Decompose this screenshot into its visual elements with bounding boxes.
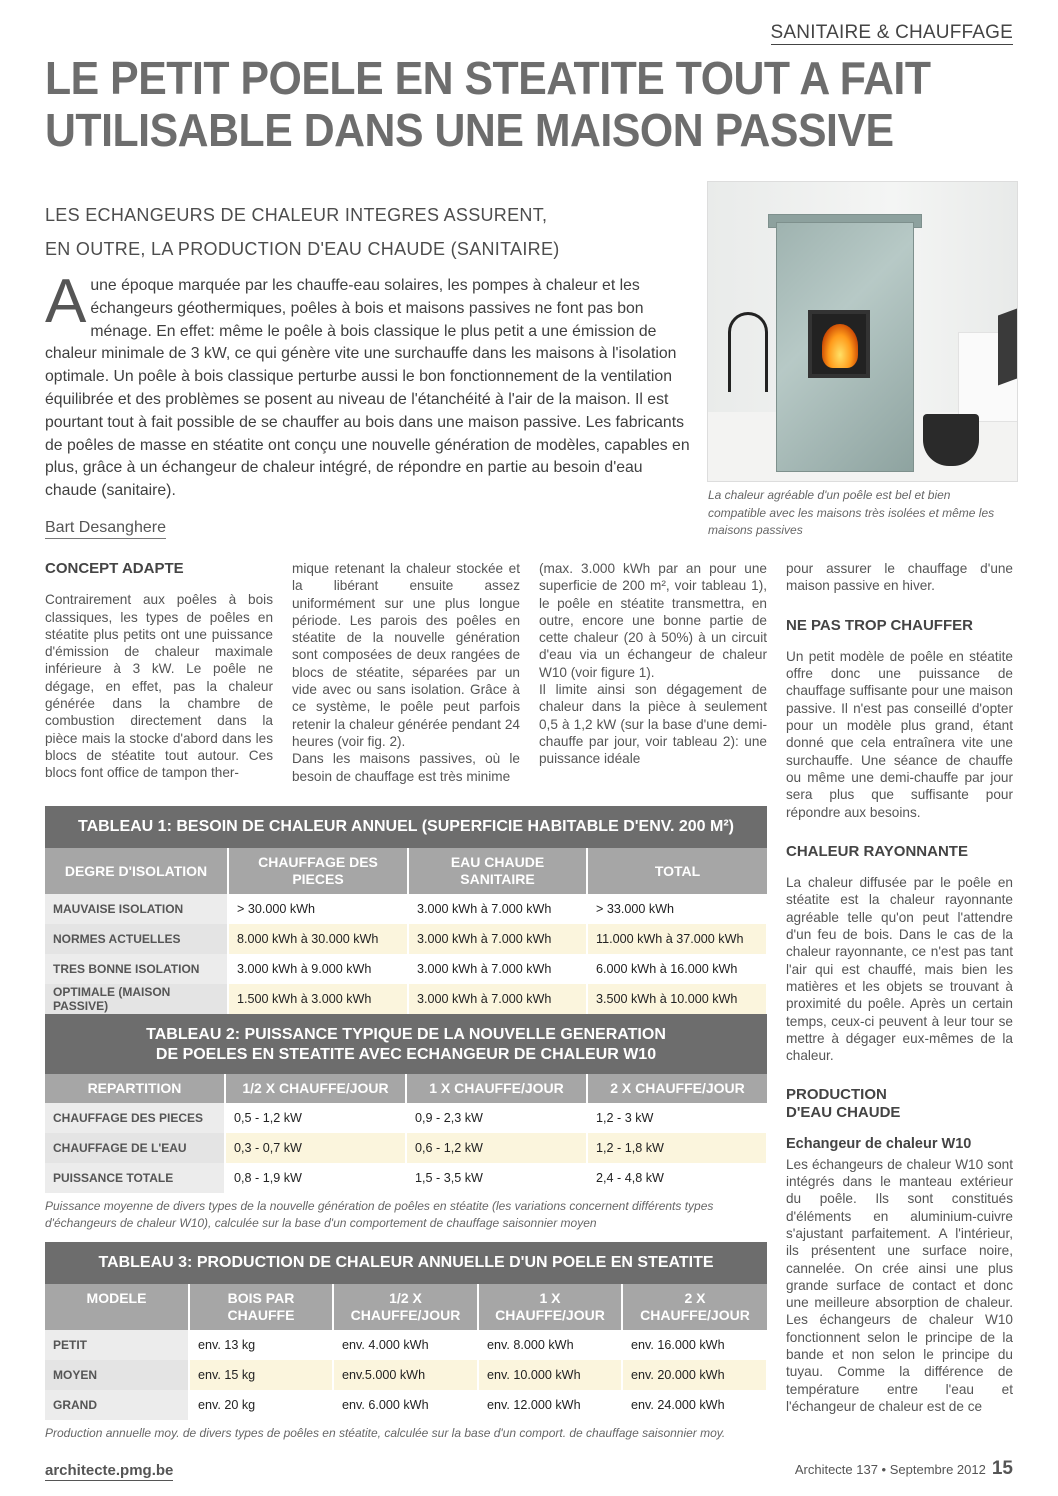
table-cell: 0,8 - 1,9 kW <box>225 1163 406 1193</box>
table-cell: 1,2 - 1,8 kW <box>587 1133 767 1163</box>
heading-ne-pas-trop-chauffer: NE PAS TROP CHAUFFER <box>786 616 973 634</box>
table-cell: 6.000 kWh à 16.000 kWh <box>587 954 767 984</box>
table-cell: 3.000 kWh à 7.000 kWh <box>408 984 587 1014</box>
table-cell: env.5.000 kWh <box>333 1360 478 1390</box>
heading-chaleur-rayonnante: CHALEUR RAYONNANTE <box>786 842 968 860</box>
table-1-header: EAU CHAUDE SANITAIRE <box>408 848 587 894</box>
page-footer <box>795 1459 1013 1480</box>
table-1-grid <box>45 848 768 1014</box>
table-1-header: TOTAL <box>587 848 767 894</box>
row-label: TRES BONNE ISOLATION <box>45 954 228 984</box>
table-2-header: 1 X CHAUFFE/JOUR <box>406 1074 587 1103</box>
table-cell: 3.000 kWh à 9.000 kWh <box>228 954 408 984</box>
row-label: MOYEN <box>45 1360 189 1390</box>
column-3-paragraph-1: (max. 3.000 kWh par an pour une superficie de 200 m², voir tableau 1), le poêle en stéatite transmettra, en outre, encore une bonne partie de cette chaleur (20 à 50%) à un circuit d'eau via un échangeur de chaleur W10 (voir figure 1). <box>539 561 767 680</box>
table-3-grid <box>45 1284 768 1420</box>
table-cell: 0,6 - 1,2 kW <box>406 1133 587 1163</box>
row-label: OPTIMALE (MAISON PASSIVE) <box>45 984 228 1014</box>
table-cell: 8.000 kWh à 30.000 kWh <box>228 924 408 954</box>
table-cell: env. 6.000 kWh <box>333 1390 478 1420</box>
author-byline: Bart Desanghere <box>45 518 166 539</box>
table-2-header: REPARTITION <box>45 1074 225 1103</box>
row-label: CHAUFFAGE DE L'EAU <box>45 1133 225 1163</box>
table-2 <box>45 1014 767 1232</box>
row-label: PETIT <box>45 1330 189 1360</box>
table-cell: 1,5 - 3,5 kW <box>406 1163 587 1193</box>
table-1-header: CHAUFFAGE DES PIECES <box>228 848 408 894</box>
table-cell: env. 13 kg <box>189 1330 333 1360</box>
row-label: PUISSANCE TOTALE <box>45 1163 225 1193</box>
table-3-title: TABLEAU 3: PRODUCTION DE CHALEUR ANNUELLE D'UN POELE EN STEATITE <box>45 1242 767 1284</box>
drop-cap: A <box>45 267 87 336</box>
table-3-header: BOIS PAR CHAUFFE <box>189 1284 333 1330</box>
heading-concept-adapte: CONCEPT ADAPTE <box>45 560 184 577</box>
flame-icon <box>822 324 858 368</box>
intro-text: une époque marquée par les chauffe-eau solaires, les pompes à chaleur et les échangeurs géothermiques, poêles à bois et maisons passives ne font pas bon ménage. En effet: même le poêle à bois classique le plus petit a une émission de chaleur minimale de 3 kW, ce qui génère vite une surchauffe dans les maisons à l'isolation optimale. Un poêle à bois classique perturbe aussi le bon fonctionnement de la ventilation équilibrée et des problèmes se posent au niveau de l'étanchéité à l'air de la maison. Il est pourtant tout à fait possible de se chauffer au bois dans une maison passive. Les fabricants de poêles de masse en stéatite ont conçu une nouvelle génération de modèles, capables en plus, grâce à un échangeur de chaleur intégré, de répondre en partie au besoin d'eau chaude (sanitaire). <box>45 277 690 500</box>
table-cell: env. 4.000 kWh <box>333 1330 478 1360</box>
table-1-header: DEGRE D'ISOLATION <box>45 848 228 894</box>
table-3-header: 1/2 X CHAUFFE/JOUR <box>333 1284 478 1330</box>
table-row <box>45 1133 767 1163</box>
table-cell: 3.000 kWh à 7.000 kWh <box>408 894 587 924</box>
heading-production: PRODUCTION D'EAU CHAUDE <box>786 1086 901 1122</box>
table-cell: env. 8.000 kWh <box>478 1330 622 1360</box>
table-2-title-line-2: DE POELES EN STEATITE AVEC ECHANGEUR DE CHALEUR W10 <box>155 1046 657 1063</box>
subhead <box>45 198 560 266</box>
column-2 <box>292 560 520 785</box>
table-row <box>45 1360 767 1390</box>
table-cell: 3.000 kWh à 7.000 kWh <box>408 954 587 984</box>
table-3-header: 1 X CHAUFFE/JOUR <box>478 1284 622 1330</box>
table-2-title <box>45 1014 767 1074</box>
table-2-grid <box>45 1074 768 1193</box>
table-cell: 3.000 kWh à 7.000 kWh <box>408 924 587 954</box>
table-2-note: Puissance moyenne de divers types de la nouvelle génération de poêles en stéatite (les variations concernent différents types d'échangeurs de chaleur W10), calculée sur la base d'un comportement de chauffage saisonnier moyen <box>45 1199 714 1230</box>
subhead-line-2: EN OUTRE, LA PRODUCTION D'EAU CHAUDE (SANITAIRE) <box>45 239 560 259</box>
table-cell: env. 16.000 kWh <box>622 1330 767 1360</box>
column-1 <box>45 560 273 782</box>
table-row <box>45 1390 767 1420</box>
row-label: GRAND <box>45 1390 189 1420</box>
headline <box>45 52 956 156</box>
table-cell: 2,4 - 4,8 kW <box>587 1163 767 1193</box>
table-1-title: TABLEAU 1: BESOIN DE CHALEUR ANNUEL (SUPERFICIE HABITABLE D'ENV. 200 M²) <box>45 806 767 848</box>
table-row <box>45 924 767 954</box>
column-4-paragraph-1: Un petit modèle de poêle en stéatite offre donc une puissance de chauffage suffisante pour une maison passive. Il n'est pas conseillé d'opter pour un modèle plus grand, étant donné que cela entraînera vite une surchauffe. Une séance de chauffe ou même une demi-chauffe par jour sera plus que suffisante pour répondre aux besoins. <box>786 648 1013 820</box>
column-1-text: Contrairement aux poêles à bois classiques, les types de poêles en stéatite plus petits ont une puissance d'émission de chaleur maximale inférieure à 3 kW. Le poêle ne dégage, en effet, pas la chaleur générée dans la chambre de combustion directement dans la pièce mais la stocke d'abord dans les blocs de stéatite tout autour. Ces blocs font office de tampon ther- <box>45 592 273 781</box>
table-cell: env. 10.000 kWh <box>478 1360 622 1390</box>
subhead-line-1: LES ECHANGEURS DE CHALEUR INTEGRES ASSURENT, <box>45 205 548 225</box>
table-row <box>45 1103 767 1133</box>
table-cell: > 30.000 kWh <box>228 894 408 924</box>
table-2-header: 1/2 X CHAUFFE/JOUR <box>225 1074 406 1103</box>
table-cell: 1,2 - 3 kW <box>587 1103 767 1133</box>
stove-photo <box>707 181 1018 482</box>
section-tag: SANITAIRE & CHAUFFAGE <box>770 22 1013 43</box>
chair-illustration <box>728 312 768 392</box>
column-3 <box>539 560 767 768</box>
table-cell: env. 20.000 kWh <box>622 1360 767 1390</box>
table-cell: 0,5 - 1,2 kW <box>225 1103 406 1133</box>
table-1 <box>45 806 767 1014</box>
table-row <box>45 1163 767 1193</box>
table-cell: 3.500 kWh à 10.000 kWh <box>587 984 767 1014</box>
table-3-note: Production annuelle moy. de divers types de poêles en stéatite, calculée sur la base d'un comport. de chauffage saisonnier moy. <box>45 1426 726 1440</box>
table-3-header: 2 X CHAUFFE/JOUR <box>622 1284 767 1330</box>
wood-basket <box>923 414 979 466</box>
stove-firebox <box>808 310 870 378</box>
row-label: NORMES ACTUELLES <box>45 924 228 954</box>
column-2-paragraph-1: mique retenant la chaleur stockée et la libérant ensuite assez uniformément sur une plus longue période. Les parois des poêles en stéatite de la nouvelle génération sont composées de deux rangées de blocs de stéatite, séparées par un vide avec ou sans isolation. Grâce à ce système, le poêle peut parfois retenir la chaleur générée pendant 24 heures (voir fig. 2). <box>292 561 520 749</box>
column-4-paragraph-2: La chaleur diffusée par le poêle en stéatite est la chaleur rayonnante agréable telle qu'on peut l'attendre d'un feu de bois. Dans le cas de la chaleur rayonnante, ce n'est pas tant l'air qui est chauffé, mais bien les matières et les objets se trouvant à proximité du poêle. Après un certain temps, ceux-ci peuvent à leur tour se mettre à dégager eux-mêmes de la chaleur. <box>786 875 1013 1064</box>
headline-line-1: LE PETIT POELE EN STEATITE TOUT A FAIT <box>45 52 931 104</box>
table-2-title-line-1: TABLEAU 2: PUISSANCE TYPIQUE DE LA NOUVELLE GENERATION <box>146 1026 666 1043</box>
table-cell: 11.000 kWh à 37.000 kWh <box>587 924 767 954</box>
column-4 <box>786 560 1013 1415</box>
row-label: CHAUFFAGE DES PIECES <box>45 1103 225 1133</box>
column-4-paragraph-0: pour assurer le chauffage d'une maison passive en hiver. <box>786 561 1013 594</box>
table-row <box>45 894 767 924</box>
table-cell: env. 20 kg <box>189 1390 333 1420</box>
column-3-paragraph-2: Il limite ainsi son dégagement de chaleur dans la pièce à seulement 0,5 à 1,2 kW (sur la base d'une demi-chauffe par jour, voir tableau 2): une puissance idéale <box>539 682 767 767</box>
website-link[interactable]: architecte.pmg.be <box>45 1462 174 1479</box>
table-cell: 1.500 kWh à 3.000 kWh <box>228 984 408 1014</box>
table-3-header: MODELE <box>45 1284 189 1330</box>
intro-paragraph <box>45 267 695 503</box>
table-cell: env. 12.000 kWh <box>478 1390 622 1420</box>
table-cell: 0,3 - 0,7 kW <box>225 1133 406 1163</box>
table-row <box>45 1330 767 1360</box>
table-3 <box>45 1242 767 1442</box>
table-cell: env. 15 kg <box>189 1360 333 1390</box>
table-cell: env. 24.000 kWh <box>622 1390 767 1420</box>
headline-line-2: UTILISABLE DANS UNE MAISON PASSIVE <box>45 104 894 156</box>
table-row <box>45 984 767 1014</box>
table-2-header: 2 X CHAUFFE/JOUR <box>587 1074 767 1103</box>
table-row <box>45 954 767 984</box>
column-4-paragraph-3: Les échangeurs de chaleur W10 sont intégrés dans le manteau extérieur du poêle. Ils sont constitués d'éléments en aluminium-cuivre s'ajustant parfaitement. A l'intérieur, ils présentent une surface noire, cannelée. On crée ainsi une plus grande surface de contact et donc une meilleure absorption de chaleur. Les échangeurs de chaleur W10 fonctionnent selon le principe de la bande et non selon le principe du tuyau. Comme la différence de température entre l'eau et l'échangeur de chaleur est de ce <box>786 1156 1013 1414</box>
throw-illustration <box>998 305 1018 386</box>
issue-label: Architecte 137 • Septembre 2012 <box>794 1462 986 1477</box>
photo-caption: La chaleur agréable d'un poêle est bel et bien compatible avec les maisons très isolées et même les maisons passives <box>708 488 995 537</box>
page-number: 15 <box>991 1458 1013 1479</box>
column-2-paragraph-2: Dans les maisons passives, où le besoin de chauffage est très minime <box>292 751 520 784</box>
table-cell: 0,9 - 2,3 kW <box>406 1103 587 1133</box>
subheading-echangeur-w10: Echangeur de chaleur W10 <box>786 1136 972 1153</box>
row-label: MAUVAISE ISOLATION <box>45 894 228 924</box>
table-cell: > 33.000 kWh <box>587 894 767 924</box>
